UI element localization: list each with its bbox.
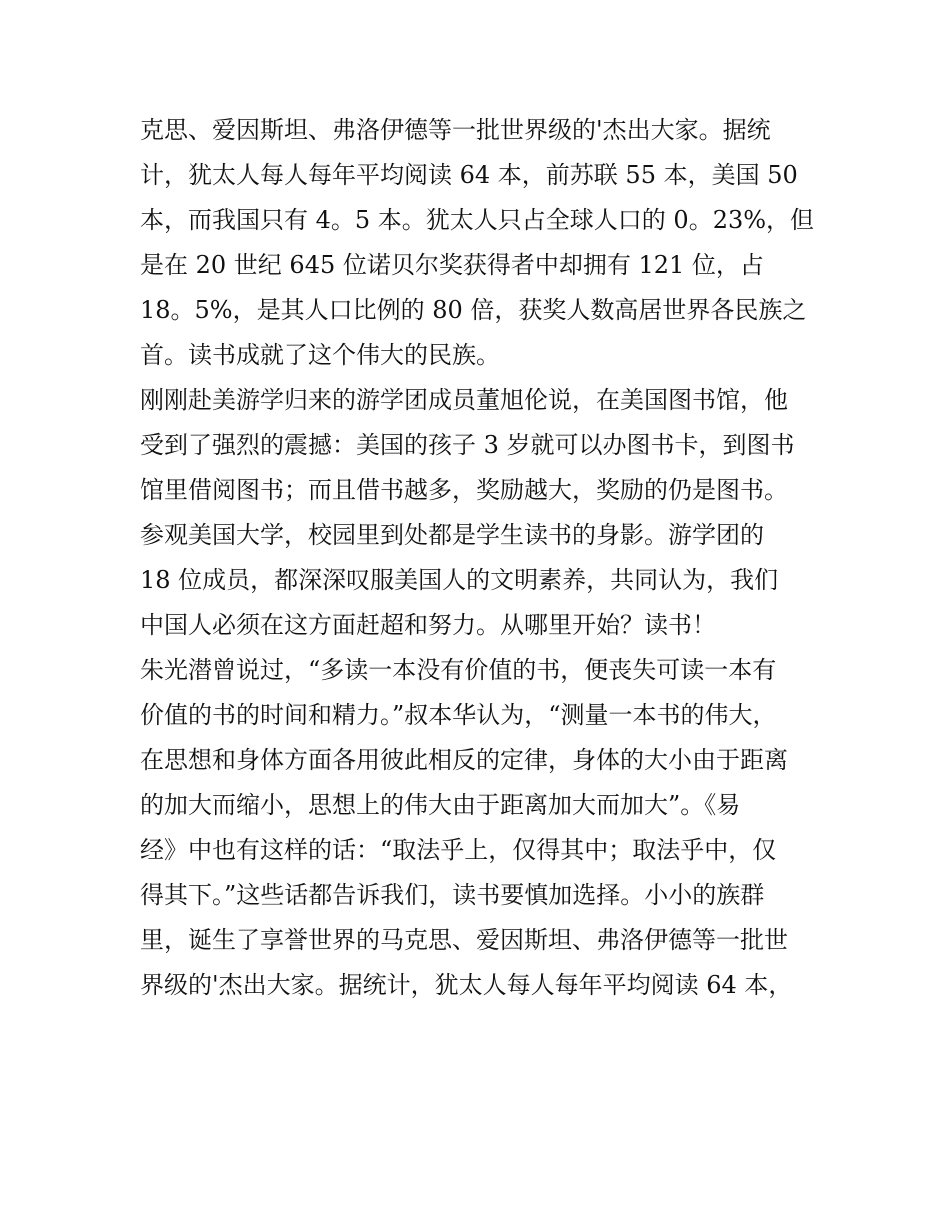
text-line: 的加大而缩小，思想上的伟大由于距离加大而加大”。《易 xyxy=(140,791,741,819)
text-line: 18 位成员，都深深叹服美国人的文明素养，共同认为，我们 xyxy=(140,566,779,594)
document-body-text xyxy=(140,108,830,1008)
text-line: 朱光潜曾说过，“多读一本没有价值的书，便丧失可读一本有 xyxy=(140,656,777,684)
text-line: 界级的'杰出大家。据统计，犹太人每人每年平均阅读 64 本， xyxy=(140,971,793,999)
text-line: 价值的书的时间和精力。”叔本华认为，“测量一本书的伟大， xyxy=(140,701,777,729)
text-line: 计，犹太人每人每年平均阅读 64 本，前苏联 55 本，美国 50 xyxy=(140,161,798,189)
text-line: 受到了强烈的震撼：美国的孩子 3 岁就可以办图书卡，到图书 xyxy=(140,431,795,459)
text-line: 得其下。”这些话都告诉我们，读书要慎加选择。小小的族群 xyxy=(140,881,765,909)
text-line: 馆里借阅图书；而且借书越多，奖励越大，奖励的仍是图书。 xyxy=(140,476,788,504)
text-line: 里，诞生了享誉世界的马克思、爱因斯坦、弗洛伊德等一批世 xyxy=(140,926,788,954)
text-line: 克思、爱因斯坦、弗洛伊德等一批世界级的'杰出大家。据统 xyxy=(140,116,771,144)
text-line: 首。读书成就了这个伟大的民族。 xyxy=(140,341,500,369)
text-line: 中国人必须在这方面赶超和努力。从哪里开始？读书！ xyxy=(140,611,716,639)
text-line: 经》中也有这样的话：“取法乎上，仅得其中；取法乎中，仅 xyxy=(140,836,777,864)
text-line: 18。5%，是其人口比例的 80 倍，获奖人数高居世界各民族之 xyxy=(140,296,807,324)
text-line: 刚刚赴美游学归来的游学团成员董旭伦说，在美国图书馆，他 xyxy=(140,386,788,414)
text-line: 本，而我国只有 4。5 本。犹太人只占全球人口的 0。23%，但 xyxy=(140,206,815,234)
text-line: 参观美国大学，校园里到处都是学生读书的身影。游学团的 xyxy=(140,521,764,549)
text-line: 是在 20 世纪 645 位诺贝尔奖获得者中却拥有 121 位，占 xyxy=(140,251,764,279)
text-line: 在思想和身体方面各用彼此相反的定律，身体的大小由于距离 xyxy=(140,746,788,774)
